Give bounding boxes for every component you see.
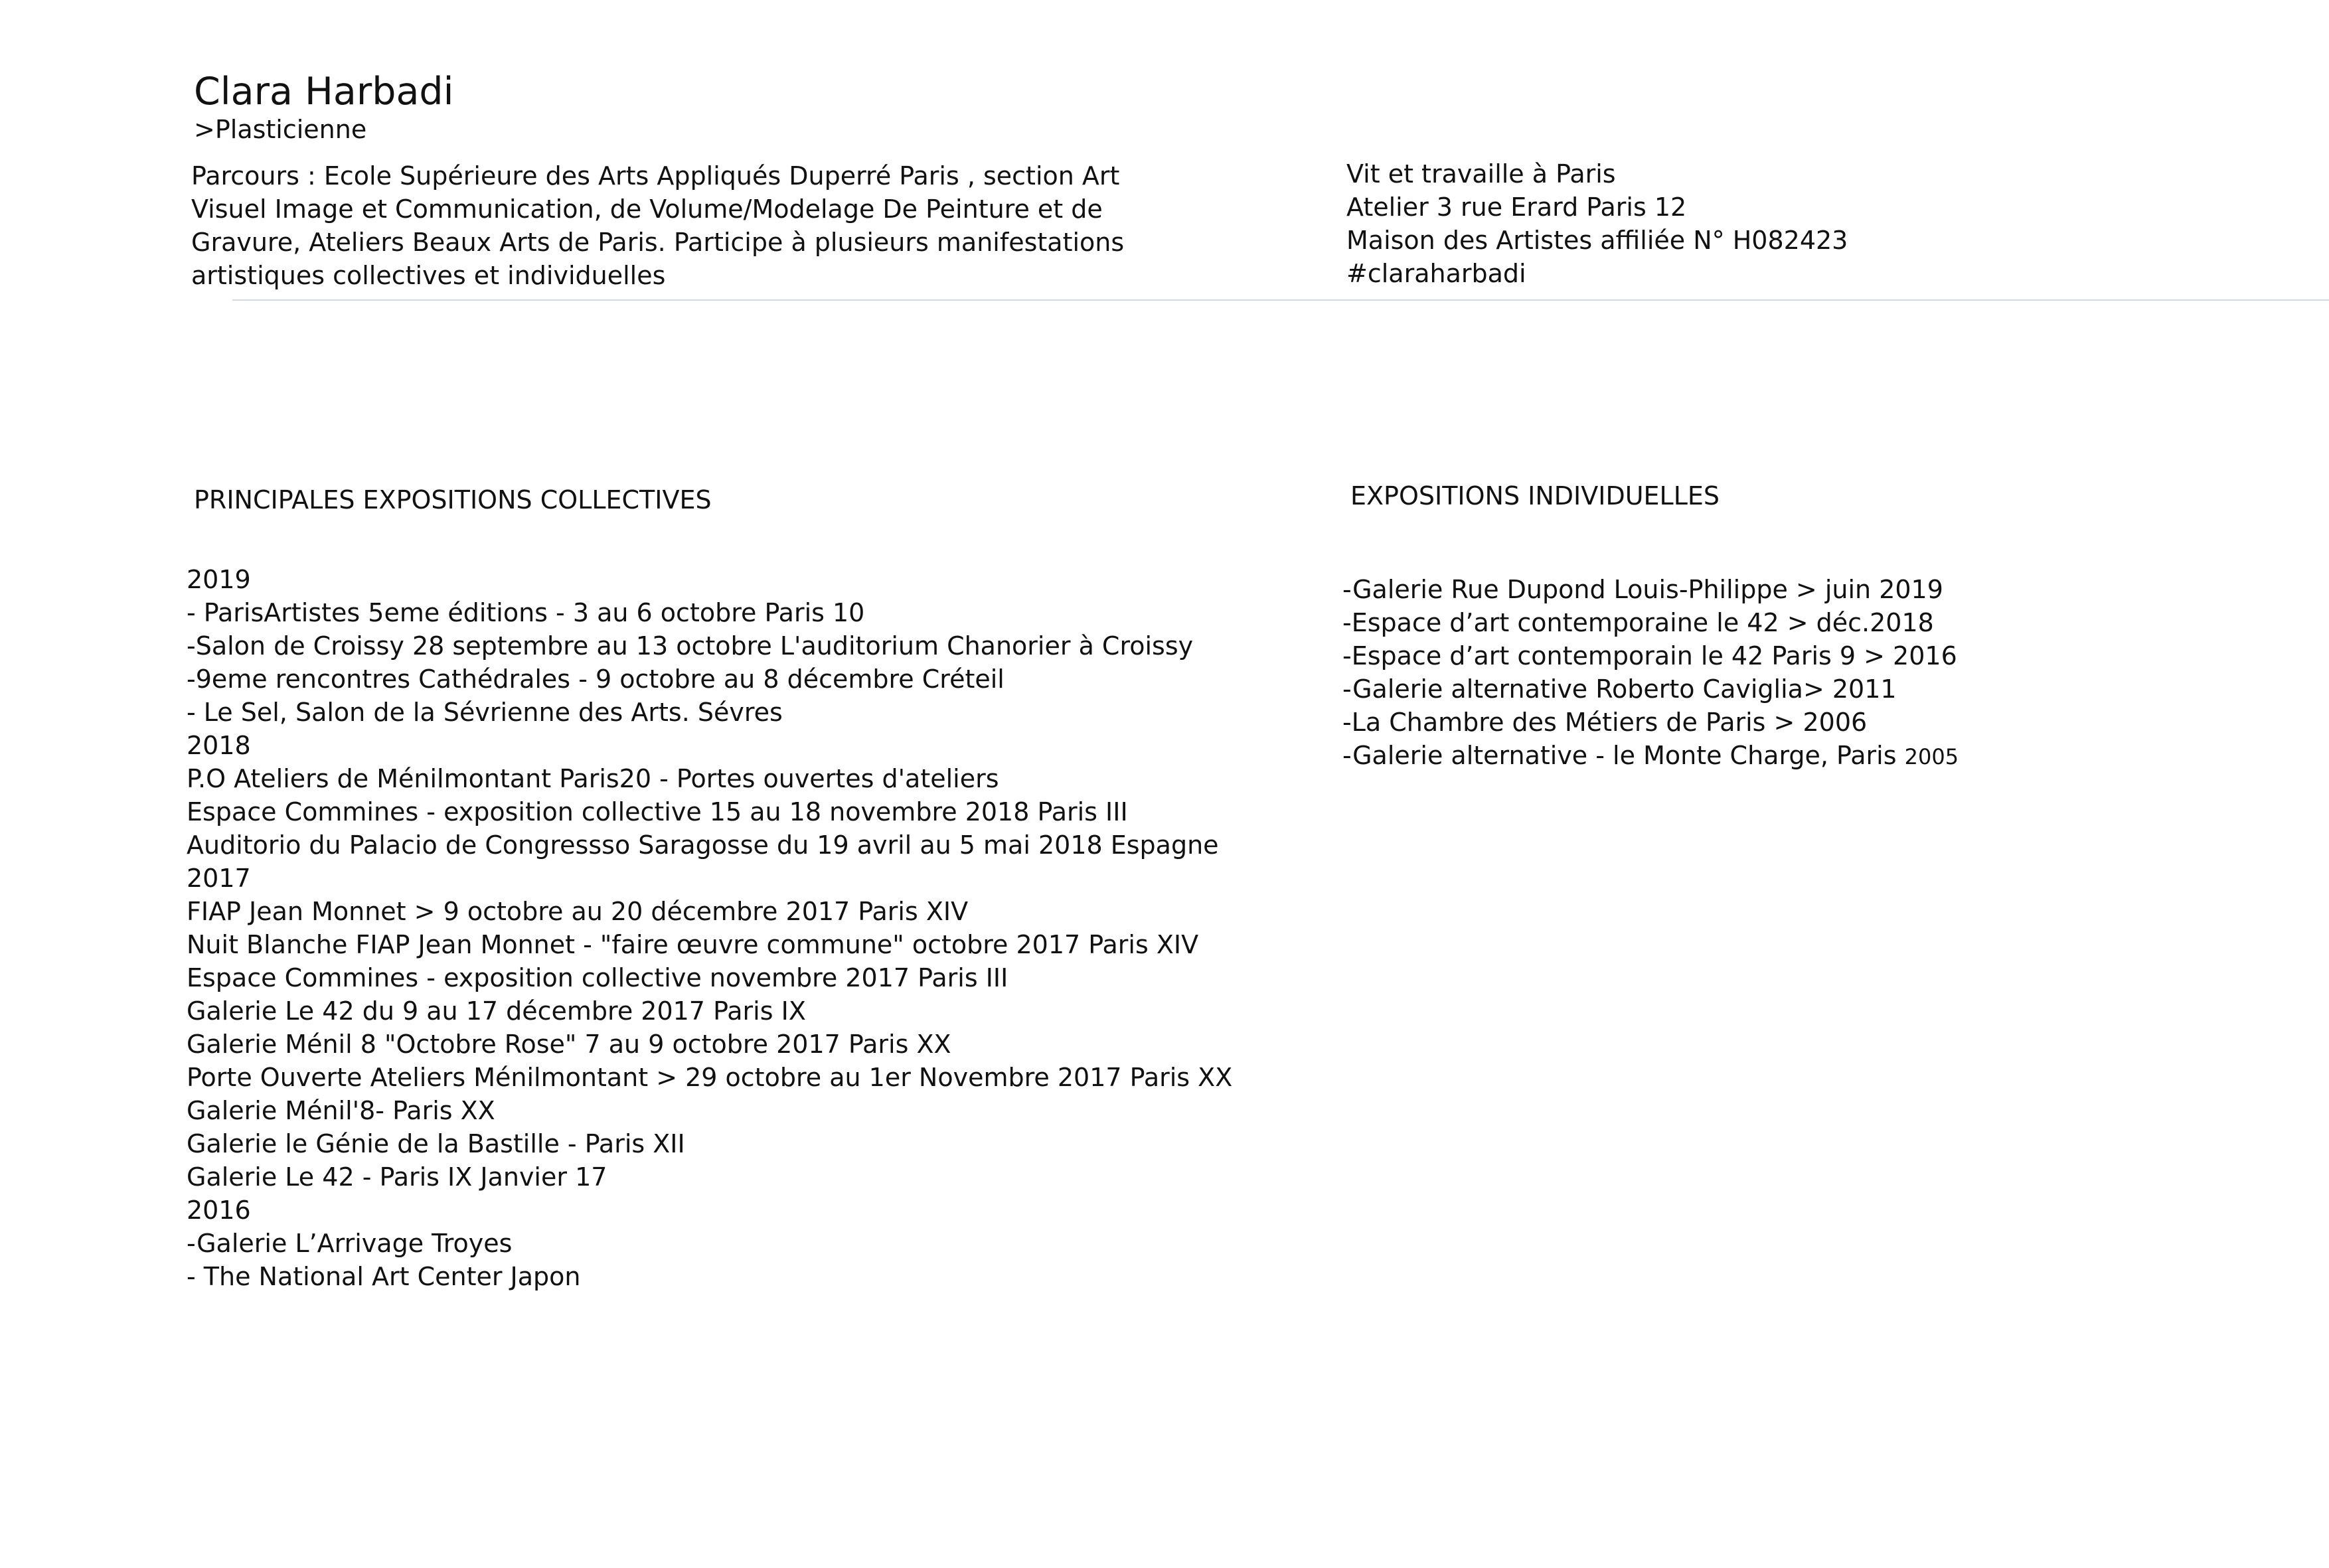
contact-line: Atelier 3 rue Erard Paris 12: [1346, 193, 1687, 222]
exhibition-entry: -La Chambre des Métiers de Paris > 2006: [1342, 708, 1868, 737]
year-label: 2017: [187, 864, 251, 893]
contact-line: Maison des Artistes affiliée N° H082423: [1346, 226, 1848, 255]
collective-exhibitions-list: [187, 563, 1232, 1293]
exhibition-entry: -Espace d’art contemporain le 42 Paris 9 > 2016: [1342, 641, 1957, 670]
individual-exhibitions-heading: EXPOSITIONS INDIVIDUELLES: [1350, 481, 1720, 510]
contact-hashtag: #claraharbadi: [1346, 259, 1526, 288]
exhibition-entry: [1342, 739, 1959, 773]
exhibition-entry: P.O Ateliers de Ménilmontant Paris20 - Portes ouvertes d'ateliers: [187, 764, 999, 793]
exhibition-entry: Galerie le Génie de la Bastille - Paris XII: [187, 1129, 685, 1158]
exhibition-entry: - ParisArtistes 5eme éditions - 3 au 6 octobre Paris 10: [187, 598, 865, 627]
exhibition-entry: -Galerie L’Arrivage Troyes: [187, 1229, 513, 1258]
header-divider: [232, 299, 2329, 301]
exhibition-year: 2005: [1904, 744, 1959, 769]
exhibition-entry: Galerie Le 42 - Paris IX Janvier 17: [187, 1162, 607, 1192]
exhibition-entry: Porte Ouverte Ateliers Ménilmontant > 29 octobre au 1er Novembre 2017 Paris XX: [187, 1063, 1233, 1092]
year-label: 2019: [187, 565, 251, 594]
exhibition-entry: FIAP Jean Monnet > 9 octobre au 20 décembre 2017 Paris XIV: [187, 897, 969, 926]
contact-line: Vit et travaille à Paris: [1346, 159, 1616, 189]
exhibition-entry: Galerie Ménil'8- Paris XX: [187, 1096, 495, 1125]
bio-line: Parcours : Ecole Supérieure des Arts Appliqués Duperré Paris , section Art: [191, 161, 1120, 191]
exhibition-entry: -Galerie alternative Roberto Caviglia> 2011: [1342, 674, 1897, 704]
bio-line: Visuel Image et Communication, de Volume/Modelage De Peinture et de: [191, 195, 1103, 224]
individual-exhibitions-list: [1342, 573, 1959, 773]
exhibition-entry: Espace Commines - exposition collective 15 au 18 novembre 2018 Paris III: [187, 797, 1128, 826]
exhibition-entry: Galerie Ménil 8 "Octobre Rose" 7 au 9 octobre 2017 Paris XX: [187, 1030, 951, 1059]
bio-line: Gravure, Ateliers Beaux Arts de Paris. Participe à plusieurs manifestations: [191, 228, 1125, 257]
collective-exhibitions-heading: PRINCIPALES EXPOSITIONS COLLECTIVES: [194, 485, 712, 514]
exhibition-entry: Galerie Le 42 du 9 au 17 décembre 2017 Paris IX: [187, 996, 806, 1026]
exhibition-entry-text: -Galerie alternative - le Monte Charge, Paris: [1342, 741, 1897, 770]
exhibition-entry: -9eme rencontres Cathédrales - 9 octobre au 8 décembre Créteil: [187, 665, 1004, 694]
contact-info: [1346, 157, 1848, 290]
exhibition-entry: - The National Art Center Japon: [187, 1262, 581, 1291]
bio-line: artistiques collectives et individuelles: [191, 261, 666, 290]
year-label: 2016: [187, 1196, 251, 1225]
exhibition-entry: - Le Sel, Salon de la Sévrienne des Arts. Sévres: [187, 698, 783, 727]
year-label: 2018: [187, 731, 251, 760]
exhibition-entry: -Galerie Rue Dupond Louis-Philippe > juin 2019: [1342, 575, 1943, 604]
artist-role: >Plasticienne: [194, 115, 367, 144]
exhibition-entry: Nuit Blanche FIAP Jean Monnet - "faire œuvre commune" octobre 2017 Paris XIV: [187, 930, 1199, 959]
exhibition-entry: Espace Commines - exposition collective novembre 2017 Paris III: [187, 963, 1008, 992]
exhibition-entry: Auditorio du Palacio de Congressso Saragosse du 19 avril au 5 mai 2018 Espagne: [187, 830, 1219, 860]
bio-paragraph: [191, 159, 1124, 292]
exhibition-entry: -Salon de Croissy 28 septembre au 13 octobre L'auditorium Chanorier à Croissy: [187, 631, 1194, 661]
artist-name: Clara Harbadi: [194, 70, 454, 114]
exhibition-entry: -Espace d’art contemporaine le 42 > déc.2018: [1342, 608, 1934, 637]
